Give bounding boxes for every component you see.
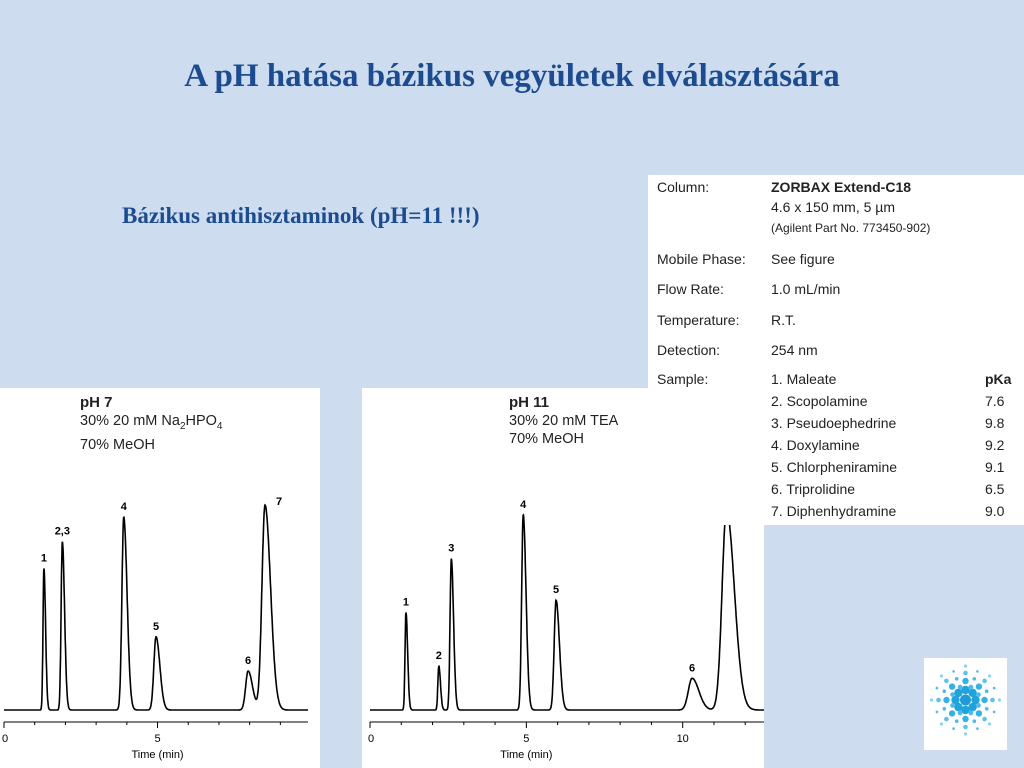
spark-dot bbox=[944, 717, 949, 722]
spark-dot bbox=[940, 674, 943, 677]
flow-rate-value: 1.0 mL/min bbox=[771, 281, 841, 297]
peak-label: 6 bbox=[245, 654, 252, 667]
spark-dot bbox=[930, 698, 933, 701]
spark-dot bbox=[976, 710, 982, 716]
x-axis-label: Time (min) bbox=[131, 749, 184, 761]
sample-item: 4. Doxylamine bbox=[771, 437, 860, 453]
column-part: (Agilent Part No. 773450-902) bbox=[771, 221, 931, 235]
sample-pka: 9.2 bbox=[985, 437, 1005, 453]
x-tick-label: 10 bbox=[676, 733, 689, 745]
spark-dot bbox=[936, 698, 941, 703]
peak-label: 2,3 bbox=[54, 525, 70, 538]
column-dims: 4.6 x 150 mm, 5 µm bbox=[771, 199, 895, 215]
spark-dot bbox=[976, 670, 979, 673]
spark-dot bbox=[969, 711, 974, 716]
spark-dot bbox=[993, 711, 996, 714]
buffer-label: 30% 20 mM TEA bbox=[509, 413, 619, 429]
spark-dot bbox=[944, 679, 949, 684]
spark-dot bbox=[993, 687, 996, 690]
spark-dot bbox=[982, 679, 987, 684]
pka-header: pKa bbox=[985, 371, 1012, 387]
peak-label: 2 bbox=[435, 650, 442, 663]
spark-dot bbox=[955, 719, 959, 723]
spark-dot bbox=[943, 707, 947, 711]
column-label: Column: bbox=[657, 179, 710, 195]
spark-dot bbox=[936, 687, 939, 690]
mobile-phase-ph11 bbox=[509, 394, 618, 448]
x-tick-label: 0 bbox=[1, 733, 9, 745]
sample-label: Sample: bbox=[657, 371, 709, 387]
spark-dot bbox=[949, 710, 955, 716]
sample-item: 6. Triprolidine bbox=[771, 481, 856, 497]
sample-item: 1. Maleate bbox=[771, 371, 837, 387]
spark-dot bbox=[952, 727, 955, 730]
solvent-label: 70% MeOH bbox=[509, 431, 584, 447]
spark-dot bbox=[976, 692, 981, 697]
spark-dot bbox=[955, 677, 959, 681]
spark-dot bbox=[952, 670, 955, 673]
signal-trace bbox=[370, 510, 764, 710]
spark-dot bbox=[969, 685, 974, 690]
ph-label: pH 11 bbox=[509, 394, 550, 411]
spark-dot bbox=[936, 711, 939, 714]
x-tick-label: 0 bbox=[367, 733, 375, 745]
detection-label: Detection: bbox=[657, 342, 721, 358]
agilent-spark-icon bbox=[924, 658, 1007, 750]
spark-dot bbox=[949, 683, 955, 689]
spark-dot bbox=[982, 717, 987, 722]
column-name: ZORBAX Extend-C18 bbox=[771, 179, 912, 195]
peak-label: 7 bbox=[275, 496, 283, 509]
spark-dot bbox=[940, 722, 943, 725]
sample-item: 5. Chlorpheniramine bbox=[771, 459, 898, 475]
method-conditions-box bbox=[648, 175, 1024, 525]
spark-dot bbox=[976, 727, 979, 730]
spark-dot bbox=[962, 716, 968, 722]
x-tick-label: 5 bbox=[154, 733, 161, 745]
spark-dot bbox=[981, 697, 987, 703]
spark-dot bbox=[973, 677, 977, 681]
spark-dot bbox=[973, 719, 977, 723]
spark-dot bbox=[998, 698, 1001, 701]
mobile-phase-value: See figure bbox=[771, 251, 835, 267]
agilent-logo bbox=[924, 658, 1007, 750]
spark-dot bbox=[968, 689, 976, 697]
spark-dot bbox=[976, 683, 982, 689]
spark-dot bbox=[964, 732, 967, 735]
slide-subtitle: Bázikus antihisztaminok (pH=11 !!!) bbox=[122, 203, 480, 228]
peak-label: 1 bbox=[40, 552, 47, 565]
sample-item: 2. Scopolamine bbox=[771, 393, 868, 409]
peak-label: 5 bbox=[552, 584, 560, 597]
solvent-label: 70% MeOH bbox=[80, 436, 155, 453]
spark-dot bbox=[958, 711, 963, 716]
sample-item: 7. Diphenhydramine bbox=[771, 503, 897, 519]
peak-label: 6 bbox=[689, 662, 696, 675]
x-tick-label: 5 bbox=[523, 733, 530, 745]
spark-dot bbox=[963, 725, 968, 730]
peak-label: 4 bbox=[520, 498, 527, 511]
spark-dot bbox=[962, 678, 968, 684]
mobile-phase-ph7 bbox=[80, 394, 222, 454]
spark-dot bbox=[950, 703, 955, 708]
buffer-label: 30% 20 mM $Na_2HPO_4$ bbox=[80, 413, 223, 432]
peak-label: 4 bbox=[120, 501, 127, 514]
ph-label: pH 7 bbox=[80, 394, 113, 411]
peak-label: 5 bbox=[152, 620, 160, 633]
peak-label: 1 bbox=[402, 596, 410, 609]
sample-pka: 7.6 bbox=[985, 393, 1005, 409]
x-axis-label: Time (min) bbox=[500, 749, 553, 761]
spark-dot bbox=[960, 695, 971, 706]
detection-value: 254 nm bbox=[771, 342, 818, 358]
spark-dot bbox=[964, 664, 967, 667]
chromatogram-ph7 bbox=[0, 388, 320, 768]
spark-dot bbox=[950, 692, 955, 697]
spark-dot bbox=[958, 685, 963, 690]
spark-dot bbox=[988, 722, 991, 725]
sample-item: 3. Pseudoephedrine bbox=[771, 415, 897, 431]
signal-trace bbox=[4, 505, 308, 710]
spark-dot bbox=[988, 674, 991, 677]
sample-pka: 9.8 bbox=[985, 415, 1005, 431]
spark-dot bbox=[990, 698, 995, 703]
spark-dot bbox=[943, 697, 949, 703]
spark-dot bbox=[985, 707, 989, 711]
mobile-phase-label: Mobile Phase: bbox=[657, 251, 746, 267]
sample-pka: 6.5 bbox=[985, 481, 1005, 497]
spark-dot bbox=[985, 689, 989, 693]
spark-dot bbox=[963, 671, 968, 676]
slide-title: A pH hatása bázikus vegyületek elválasztására bbox=[184, 58, 840, 94]
peak-label: 3 bbox=[448, 542, 455, 555]
spark-dot bbox=[976, 703, 981, 708]
flow-rate-label: Flow Rate: bbox=[657, 281, 724, 297]
temperature-value: R.T. bbox=[771, 312, 796, 328]
temperature-label: Temperature: bbox=[657, 312, 740, 328]
sample-pka: 9.1 bbox=[985, 459, 1005, 475]
spark-dot bbox=[943, 689, 947, 693]
sample-pka: 9.0 bbox=[985, 503, 1005, 519]
